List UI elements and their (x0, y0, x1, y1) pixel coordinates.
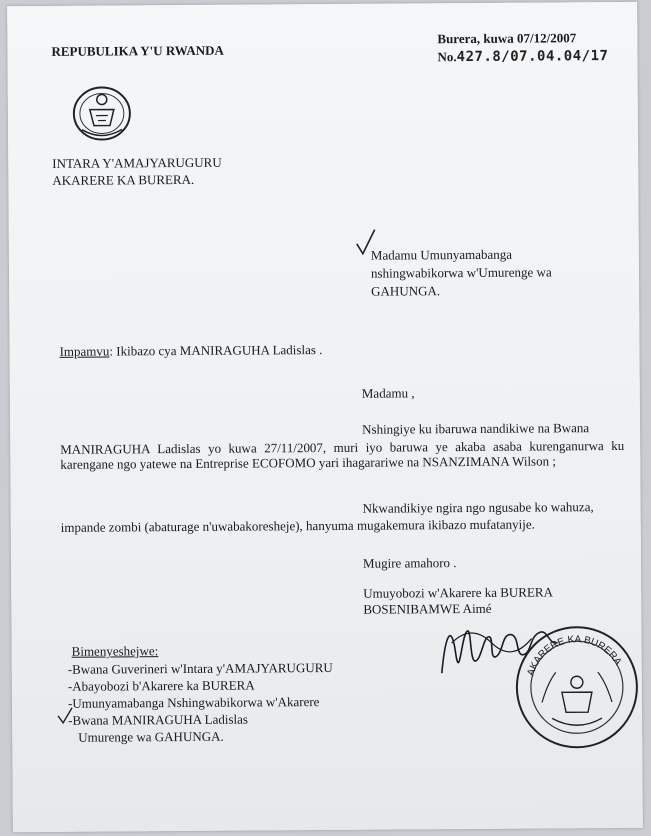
cc-item: Umurenge wa GAHUNGA. (78, 728, 224, 745)
reference-handwritten: 427.8/07.04.04/17 (456, 48, 609, 66)
paragraph-2-indent: Nkwandikiye ngira ngo ngusabe ko wahuza, (362, 499, 594, 516)
letter-page (7, 2, 643, 832)
place-date: Burera, kuwa 07/12/2007 (437, 30, 577, 47)
paragraph-1: MANIRAGUHA Ladislas yo kuwa 27/11/2007, muri iyo baruwa ye akaba asaba kurenganurwa ku karengane ngo yatewe na Entreprise ECOFOMO yari ihagarariwe na NSANZIMANA Wilson ; (60, 437, 625, 472)
country-name: REPUBULIKA Y'U RWANDA (51, 42, 224, 59)
subject-line (59, 342, 322, 359)
paragraph-2: impande zombi (abaturage n'uwabakoresheje), hanyuma mugakemura ikibazo mufatanyije. (60, 516, 535, 535)
paragraph-1-indent: Nshingiye ku ibaruwa nandikiwe na Bwana (362, 420, 590, 437)
addressee-line-2: nshingwabikorwa w'Umurenge wa (370, 264, 552, 281)
cc-item: -Bwana Guverineri w'Intara y'AMAJYARUGURU (67, 659, 333, 677)
district-name: AKARERE KA BURERA. (52, 171, 195, 188)
addressee-line-1: Madamu Umunyamabanga (370, 246, 513, 263)
signatory-title: Umuyobozi w'Akarere ka BURERA (363, 584, 553, 601)
cc-item: -Abayobozi b'Akarere ka BURERA (67, 677, 255, 694)
cc-item: -Umunyamabanga Nshingwabikorwa w'Akarere (67, 694, 320, 711)
cc-heading: Bimenyeshejwe: (71, 643, 159, 659)
closing: Mugire amahoro . (362, 555, 457, 571)
subject-text: : Ikibazo cya MANIRAGUHA Ladislas . (109, 342, 323, 359)
reference-number (437, 48, 608, 65)
cc-item: -Bwana MANIRAGUHA Ladislas (68, 711, 248, 728)
stamp-text: AKARERE KA BURERA (525, 634, 624, 678)
addressee-line-3: GAHUNGA. (371, 283, 441, 299)
subject-label: Impamvu (59, 343, 110, 359)
coat-of-arms-icon (72, 85, 132, 141)
salutation: Madamu , (361, 385, 415, 401)
signatory-name: BOSENIBAMWE Aimé (363, 600, 492, 617)
reference-prefix: No. (437, 49, 457, 65)
official-stamp-icon (511, 622, 642, 753)
province-name: INTARA Y'AMAJYARUGURU (52, 154, 222, 171)
